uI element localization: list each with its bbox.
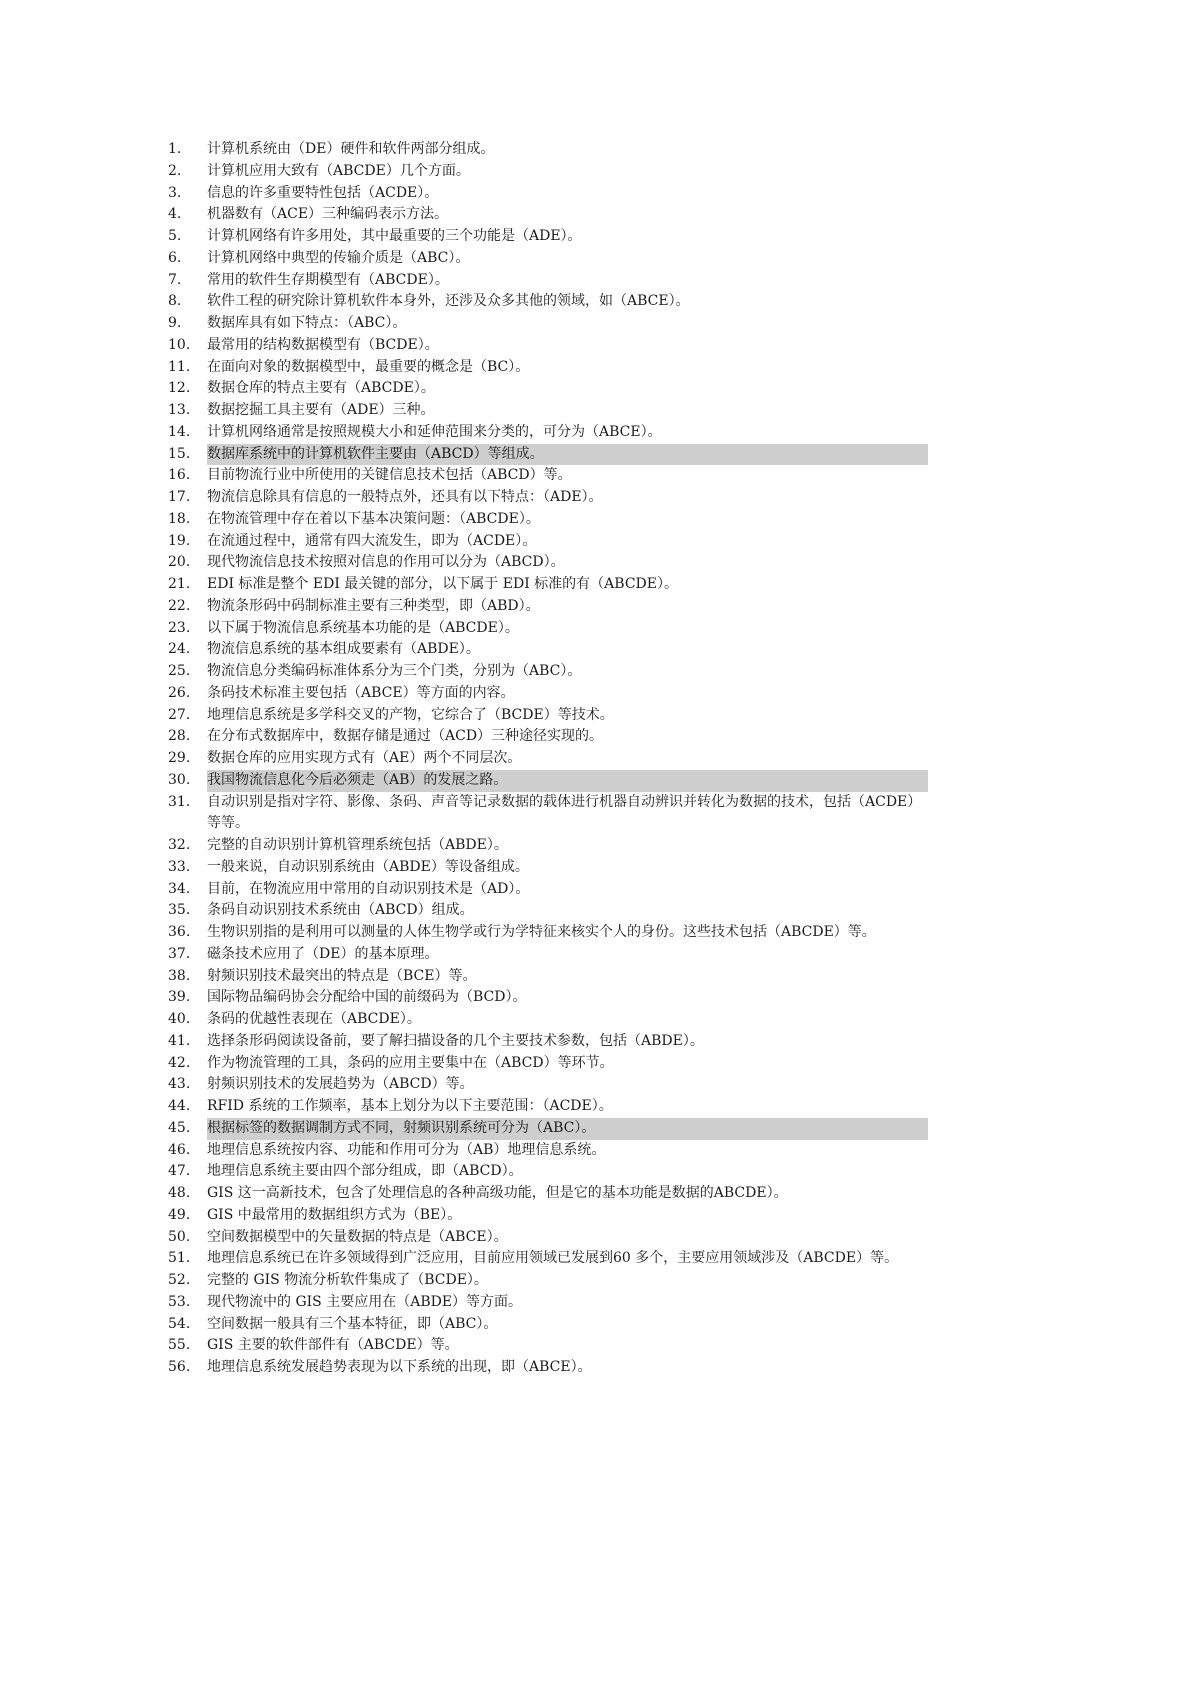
list-item (168, 139, 928, 161)
item-number: 44. (168, 1098, 191, 1114)
list-item (168, 1205, 928, 1227)
list-item (168, 291, 928, 313)
item-text: 机器数有（ACE）三种编码表示方法。 (207, 206, 449, 223)
item-number: 22. (168, 597, 191, 614)
item-text: 在分布式数据库中，数据存储是通过（ACD）三种途径实现的。 (207, 728, 604, 745)
item-number: 55. (168, 1337, 191, 1354)
list-item (168, 183, 928, 205)
list-item (168, 270, 928, 292)
item-text: 完整的自动识别计算机管理系统包括（ABDE）。 (207, 837, 508, 853)
item-number: 25. (168, 663, 191, 679)
list-item (168, 748, 928, 770)
item-number: 51. (168, 1250, 191, 1267)
item-number: 47. (168, 1163, 191, 1180)
item-text: 数据挖掘工具主要有（ADE）三种。 (207, 402, 435, 418)
item-number: 26. (168, 684, 191, 701)
item-text: 最常用的结构数据模型有（BCDE）。 (207, 336, 439, 353)
item-number: 34. (168, 880, 191, 897)
list-item (168, 726, 928, 748)
item-text: 根据标签的数据调制方式不同，射频识别系统可分为（ABC）。 (207, 1118, 928, 1140)
item-text: GIS 中最常用的数据组织方式为（BE）。 (207, 1206, 462, 1223)
item-number: 53. (168, 1293, 191, 1310)
list-item (168, 357, 928, 379)
item-number: 20. (168, 554, 191, 571)
list-item (168, 683, 928, 705)
item-number: 14. (168, 423, 191, 440)
item-text: 物流信息系统的基本组成要素有（ABDE）。 (207, 641, 480, 658)
list-item (168, 1140, 928, 1162)
item-text: 现代物流中的 GIS 主要应用在（ABDE）等方面。 (207, 1293, 523, 1310)
list-item (168, 509, 928, 531)
list-item (168, 1248, 928, 1270)
item-number: 32. (168, 837, 191, 853)
item-number: 16. (168, 467, 191, 484)
item-number: 39. (168, 989, 191, 1006)
list-item (168, 1227, 928, 1249)
list-item (168, 922, 928, 944)
item-text: 国际物品编码协会分配给中国的前缀码为（BCD）。 (207, 989, 527, 1006)
list-item (168, 792, 928, 836)
item-number: 41. (168, 1032, 191, 1049)
item-number: 46. (168, 1141, 191, 1158)
item-text: 常用的软件生存期模型有（ABCDE）。 (207, 271, 449, 288)
item-number: 36. (168, 924, 191, 940)
item-text: 一般来说，自动识别系统由（ABDE）等设备组成。 (207, 858, 529, 875)
list-item (168, 335, 928, 357)
list-item (168, 248, 928, 270)
item-number: 35. (168, 902, 191, 919)
item-number: 38. (168, 967, 191, 984)
list-item (168, 422, 928, 444)
list-item (168, 204, 928, 226)
item-number: 2. (168, 162, 182, 179)
list-item (168, 1096, 928, 1118)
item-number: 27. (168, 706, 191, 723)
list-item (168, 1031, 928, 1053)
item-text: 信息的许多重要特性包括（ACDE）。 (207, 184, 439, 201)
item-number: 10. (168, 336, 191, 353)
list-item (168, 1074, 928, 1096)
item-number: 1. (168, 141, 182, 157)
item-text: 计算机系统由（DE）硬件和软件两部分组成。 (207, 141, 495, 157)
list-item (168, 531, 928, 553)
item-number: 24. (168, 641, 191, 658)
list-item (168, 987, 928, 1009)
item-text: 在流通过程中，通常有四大流发生，即为（ACDE）。 (207, 532, 537, 549)
item-number: 56. (168, 1359, 191, 1375)
item-text: 数据仓库的应用实现方式有（AE）两个不同层次。 (207, 750, 522, 766)
item-text: 射频识别技术的发展趋势为（ABCD）等。 (207, 1076, 474, 1093)
list-item (168, 900, 928, 922)
item-number: 6. (168, 249, 182, 266)
item-text: 数据仓库的特点主要有（ABCDE）。 (207, 380, 435, 397)
item-text: 地理信息系统发展趋势表现为以下系统的出现，即（ABCE）。 (207, 1359, 592, 1375)
list-item (168, 879, 928, 901)
item-number: 37. (168, 945, 191, 962)
item-text: 目前，在物流应用中常用的自动识别技术是（AD）。 (207, 880, 530, 897)
list-item (168, 705, 928, 727)
item-number: 49. (168, 1206, 191, 1223)
item-text: 地理信息系统主要由四个部分组成，即（ABCD）。 (207, 1163, 523, 1180)
item-text: 条码自动识别技术系统由（ABCD）组成。 (207, 902, 474, 919)
item-text: 作为物流管理的工具，条码的应用主要集中在（ABCD）等环节。 (207, 1054, 614, 1071)
question-list (168, 139, 928, 1379)
item-text: 条码的优越性表现在（ABCDE）。 (207, 1011, 421, 1027)
item-text: GIS 主要的软件部件有（ABCDE）等。 (207, 1337, 459, 1354)
item-number: 11. (168, 358, 191, 375)
item-text: RFID 系统的工作频率，基本上划分为以下主要范围：（ACDE）。 (207, 1098, 613, 1114)
item-text: 物流条形码中码制标准主要有三种类型，即（ABD）。 (207, 597, 540, 614)
item-text: 以下属于物流信息系统基本功能的是（ABCDE）。 (207, 619, 519, 636)
list-item (168, 487, 928, 509)
list-item (168, 465, 928, 487)
item-text: EDI 标准是整个 EDI 最关键的部分，以下属于 EDI 标准的有（ABCDE）。 (207, 576, 678, 592)
list-item (168, 639, 928, 661)
item-number: 8. (168, 293, 182, 310)
item-number: 4. (168, 206, 182, 223)
list-item (168, 770, 928, 792)
item-number: 23. (168, 619, 191, 636)
list-item (168, 596, 928, 618)
list-item (168, 944, 928, 966)
item-number: 17. (168, 489, 191, 505)
list-item (168, 1053, 928, 1075)
list-item (168, 835, 928, 857)
item-number: 45. (168, 1119, 191, 1136)
item-text: 计算机网络中典型的传输介质是（ABC）。 (207, 249, 470, 266)
item-number: 12. (168, 380, 191, 397)
list-item (168, 1009, 928, 1031)
item-text: 软件工程的研究除计算机软件本身外，还涉及众多其他的领域，如（ABCE）。 (207, 293, 690, 310)
item-number: 15. (168, 445, 191, 462)
list-item (168, 1357, 928, 1379)
item-text: 空间数据模型中的矢量数据的特点是（ABCE）。 (207, 1228, 508, 1245)
item-text: 磁条技术应用了（DE）的基本原理。 (207, 945, 439, 962)
item-text: 选择条形码阅读设备前，要了解扫描设备的几个主要技术参数，包括（ABDE）。 (207, 1032, 704, 1049)
item-text: 目前物流行业中所使用的关键信息技术包括（ABCD）等。 (207, 467, 572, 484)
item-number: 54. (168, 1315, 191, 1332)
item-number: 31. (168, 793, 191, 810)
item-number: 50. (168, 1228, 191, 1245)
item-number: 28. (168, 728, 191, 745)
list-item (168, 574, 928, 596)
list-item (168, 1161, 928, 1183)
item-number: 21. (168, 576, 191, 592)
item-text: 地理信息系统按内容、功能和作用可分为（AB）地理信息系统。 (207, 1141, 606, 1158)
list-item (168, 1314, 928, 1336)
list-item (168, 1270, 928, 1292)
list-item (168, 966, 928, 988)
item-number: 33. (168, 858, 191, 875)
item-text: 地理信息系统已在许多领域得到广泛应用，目前应用领域已发展到60 多个，主要应用领域涉及（ABCDE）等。 (207, 1250, 899, 1267)
item-text: 计算机网络通常是按照规模大小和延伸范围来分类的，可分为（ABCE）。 (207, 423, 662, 440)
list-item (168, 226, 928, 248)
item-text: 空间数据一般具有三个基本特征，即（ABC）。 (207, 1315, 498, 1332)
list-item (168, 552, 928, 574)
item-number: 18. (168, 510, 191, 527)
item-number: 43. (168, 1076, 191, 1093)
item-text: 物流信息除具有信息的一般特点外，还具有以下特点：（ADE）。 (207, 489, 603, 505)
list-item (168, 1335, 928, 1357)
item-number: 29. (168, 750, 191, 766)
item-text: 在物流管理中存在着以下基本决策问题：（ABCDE）。 (207, 510, 540, 527)
item-text: GIS 这一高新技术，包含了处理信息的各种高级功能，但是它的基本功能是数据的ABCDE）。 (207, 1185, 788, 1201)
item-number: 40. (168, 1011, 191, 1027)
item-text: 现代物流信息技术按照对信息的作用可以分为（ABCD）。 (207, 554, 565, 571)
list-item (168, 444, 928, 466)
item-text: 数据库具有如下特点：（ABC）。 (207, 315, 407, 331)
item-number: 52. (168, 1272, 191, 1288)
item-text: 完整的 GIS 物流分析软件集成了（BCDE）。 (207, 1272, 488, 1288)
item-number: 42. (168, 1054, 191, 1071)
list-item (168, 618, 928, 640)
item-number: 5. (168, 228, 182, 244)
item-text: 地理信息系统是多学科交叉的产物，它综合了（BCDE）等技术。 (207, 706, 614, 723)
list-item (168, 378, 928, 400)
list-item (168, 857, 928, 879)
item-number: 48. (168, 1185, 191, 1201)
item-text: 我国物流信息化今后必须走（AB）的发展之路。 (207, 770, 928, 792)
item-number: 3. (168, 184, 182, 201)
item-text: 自动识别是指对字符、影像、条码、声音等记录数据的载体进行机器自动辨识并转化为数据的技术，包括（ACDE）等等。 (207, 793, 922, 832)
item-text: 物流信息分类编码标准体系分为三个门类，分别为（ABC）。 (207, 663, 582, 679)
item-number: 19. (168, 532, 191, 549)
item-text: 数据库系统中的计算机软件主要由（ABCD）等组成。 (207, 444, 928, 466)
list-item (168, 1183, 928, 1205)
list-item (168, 1292, 928, 1314)
list-item (168, 661, 928, 683)
item-text: 生物识别指的是利用可以测量的人体生物学或行为学特征来核实个人的身份。这些技术包括（ABCDE）等。 (207, 924, 876, 940)
item-number: 7. (168, 271, 182, 288)
item-text: 计算机应用大致有（ABCDE）几个方面。 (207, 162, 470, 179)
item-text: 计算机网络有许多用处，其中最重要的三个功能是（ADE）。 (207, 228, 582, 244)
item-number: 30. (168, 771, 191, 788)
list-item (168, 1118, 928, 1140)
item-number: 9. (168, 315, 182, 331)
list-item (168, 400, 928, 422)
list-item (168, 313, 928, 335)
item-text: 条码技术标准主要包括（ABCE）等方面的内容。 (207, 684, 515, 701)
item-text: 射频识别技术最突出的特点是（BCE）等。 (207, 967, 477, 984)
item-text: 在面向对象的数据模型中，最重要的概念是（BC）。 (207, 358, 530, 375)
item-number: 13. (168, 402, 191, 418)
list-item (168, 161, 928, 183)
